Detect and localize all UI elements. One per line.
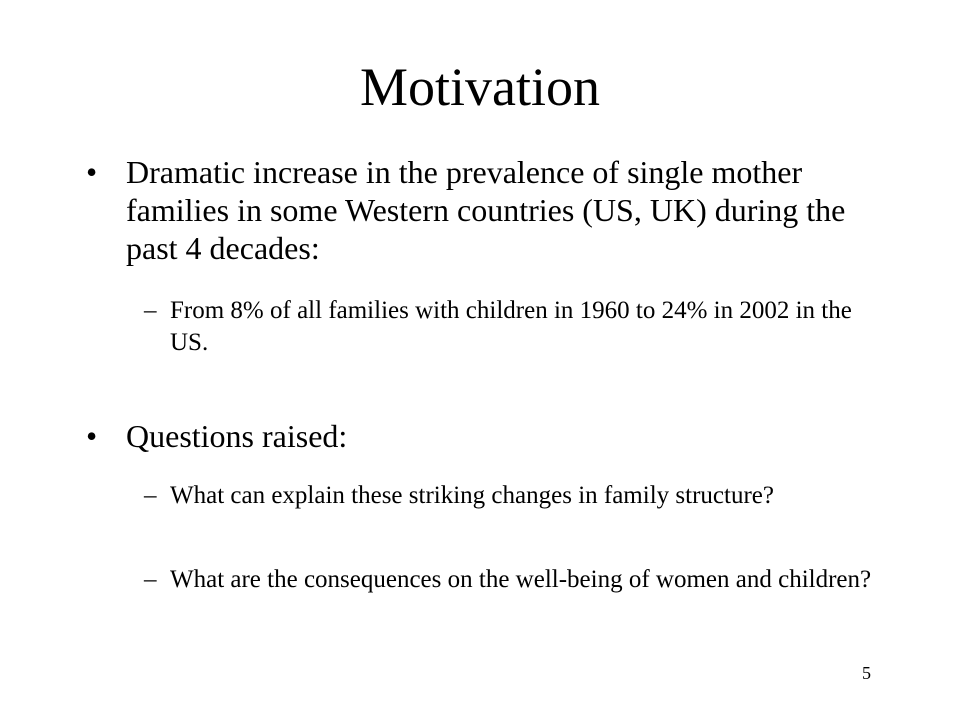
bullet-marker: • bbox=[86, 154, 98, 190]
subitem-explain-changes bbox=[128, 480, 888, 512]
subitem-consequences bbox=[128, 564, 888, 596]
dash-marker: – bbox=[144, 566, 157, 593]
subitem-text: What are the consequences on the well-being of women and children? bbox=[170, 566, 872, 593]
bullet-text: Questions raised: bbox=[126, 418, 348, 454]
slide-title: Motivation bbox=[360, 57, 600, 117]
bullet-marker: • bbox=[86, 418, 98, 454]
bullet-questions-raised bbox=[86, 417, 876, 455]
page-number: 5 bbox=[862, 663, 871, 683]
dash-marker: – bbox=[144, 297, 157, 324]
subitem-text: What can explain these striking changes in family structure? bbox=[170, 482, 774, 509]
bullet-text: Dramatic increase in the prevalence of single mother families in some Western countries (US, UK) during the past 4 decades: bbox=[126, 154, 846, 266]
bullet-dramatic-increase bbox=[86, 153, 876, 267]
dash-marker: – bbox=[144, 482, 157, 509]
subitem-percentages bbox=[128, 295, 888, 359]
subitem-text: From 8% of all families with children in 1960 to 24% in 2002 in the US. bbox=[170, 297, 852, 356]
